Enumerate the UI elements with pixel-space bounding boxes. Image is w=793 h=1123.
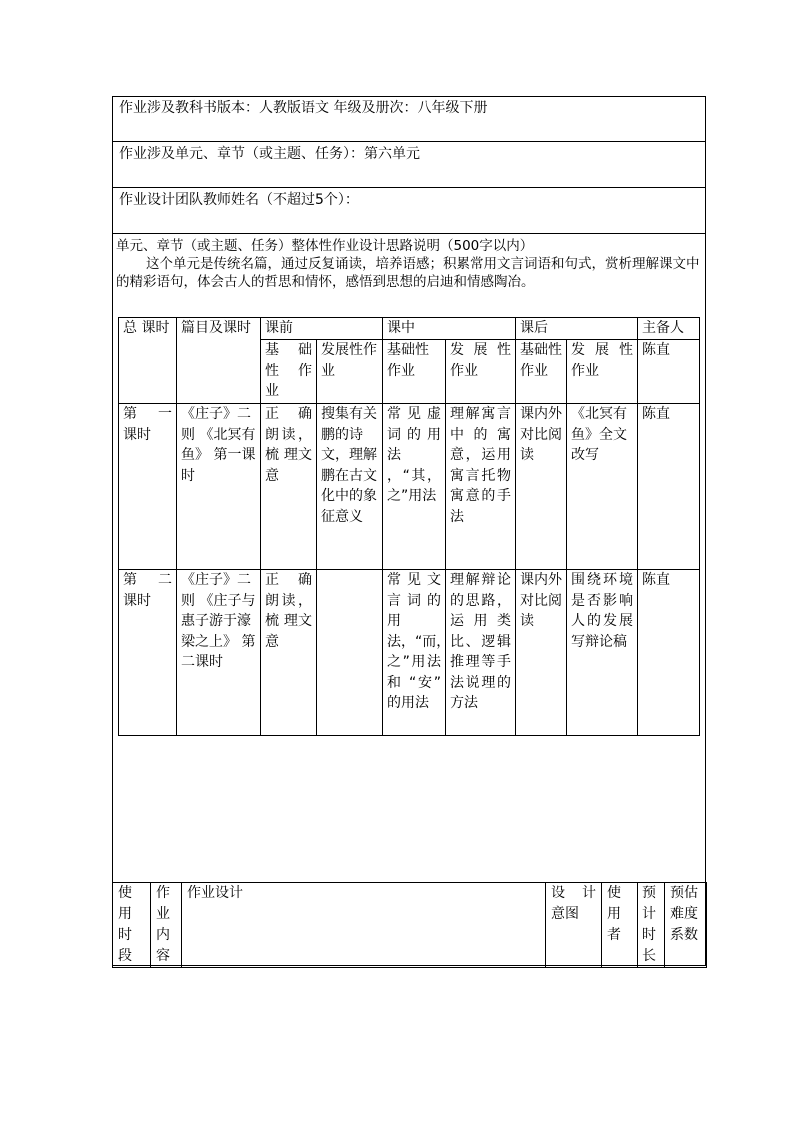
design-description [116,237,702,291]
owner-cell: 陈直 [638,570,700,736]
pre-develop-cell: 搜集有关鹏的诗文，理解鹏在古文化中的象征意义 [317,404,383,570]
header-pre-basic: 基 础 性 作 业 [261,340,317,404]
design-title: 单元、章节（或主题、任务）整体性作业设计思路说明（500字以内） [116,238,534,254]
header-in-class: 课中 [383,318,516,340]
post-develop-cell: 围绕环境是否影响人的发展写辩论稿 [567,570,638,736]
usage-content-header: 作业内容 [151,883,182,968]
mid-develop-cell: 理解辩论的思路，运用类比、逻辑推理等手法说理的方法 [446,570,516,736]
header-title-period: 篇目及课时 [177,318,261,404]
divider [112,233,706,234]
textbook-version-field: 作业涉及教科书版本：人教版语文 年级及册次：八年级下册 [119,100,488,116]
header-owner-name: 陈直 [638,340,700,404]
pre-basic-cell: 正 确 朗读，梳 理文意 [261,570,317,736]
table-row [119,570,700,736]
header-owner: 主备人 [638,318,700,340]
owner-cell: 陈直 [638,404,700,570]
post-basic-cell: 课内外对比阅读 [516,404,567,570]
pre-basic-cell: 正 确 朗读，梳 理文意 [261,404,317,570]
header-post-basic: 基础性作业 [516,340,567,404]
header-mid-develop: 发 展 性作业 [446,340,516,404]
post-basic-cell: 课内外对比阅读 [516,570,567,736]
usage-time-header: 预计时长 [638,883,665,968]
usage-difficulty-header: 预估难度系数 [665,883,707,968]
mid-develop-cell: 理解寓言中的寓意，运用寓言托物寓意的手法 [446,404,516,570]
post-develop-cell: 《北冥有鱼》全文改写 [567,404,638,570]
period-cell: 第 二 课时 [119,570,177,736]
title-cell: 《庄子》二则 《北冥有鱼》 第一课时 [177,404,261,570]
pre-develop-cell [317,570,383,736]
header-mid-basic: 基础性作业 [383,340,446,404]
usage-table [112,882,707,968]
usage-intent-header: 设 计 意图 [546,883,602,968]
design-body: 这个单元是传统名篇，通过反复诵读，培养语感；积累常用文言词语和句式，赏析理解课文中的精彩语句，体会古人的哲思和情怀，感悟到思想的启迪和情感陶冶。 [116,256,700,290]
usage-user-header: 使用者 [602,883,638,968]
mid-basic-cell: 常见文言词的用法，“而，之”用法 和 “安” 的用法 [383,570,446,736]
divider [112,141,706,142]
unit-field: 作业涉及单元、章节（或主题、任务）：第六单元 [119,146,420,162]
header-pre-class: 课前 [261,318,383,340]
title-cell: 《庄子》二则 《庄子与惠子游于濠梁之上》 第二课时 [177,570,261,736]
divider [112,187,706,188]
table-row [119,404,700,570]
period-cell: 第 一 课时 [119,404,177,570]
usage-period-header: 使用时段 [113,883,151,968]
team-teachers-field: 作业设计团队教师姓名（不超过5个）： [119,192,359,208]
usage-design-header: 作业设计 [182,883,546,968]
homework-plan-table [118,317,700,736]
header-total-periods: 总 课时 [119,318,177,404]
header-post-develop: 发 展 性作业 [567,340,638,404]
header-pre-develop: 发展性作业 [317,340,383,404]
mid-basic-cell: 常见虚词的用法 ，“其，之”用法 [383,404,446,570]
header-post-class: 课后 [516,318,638,340]
